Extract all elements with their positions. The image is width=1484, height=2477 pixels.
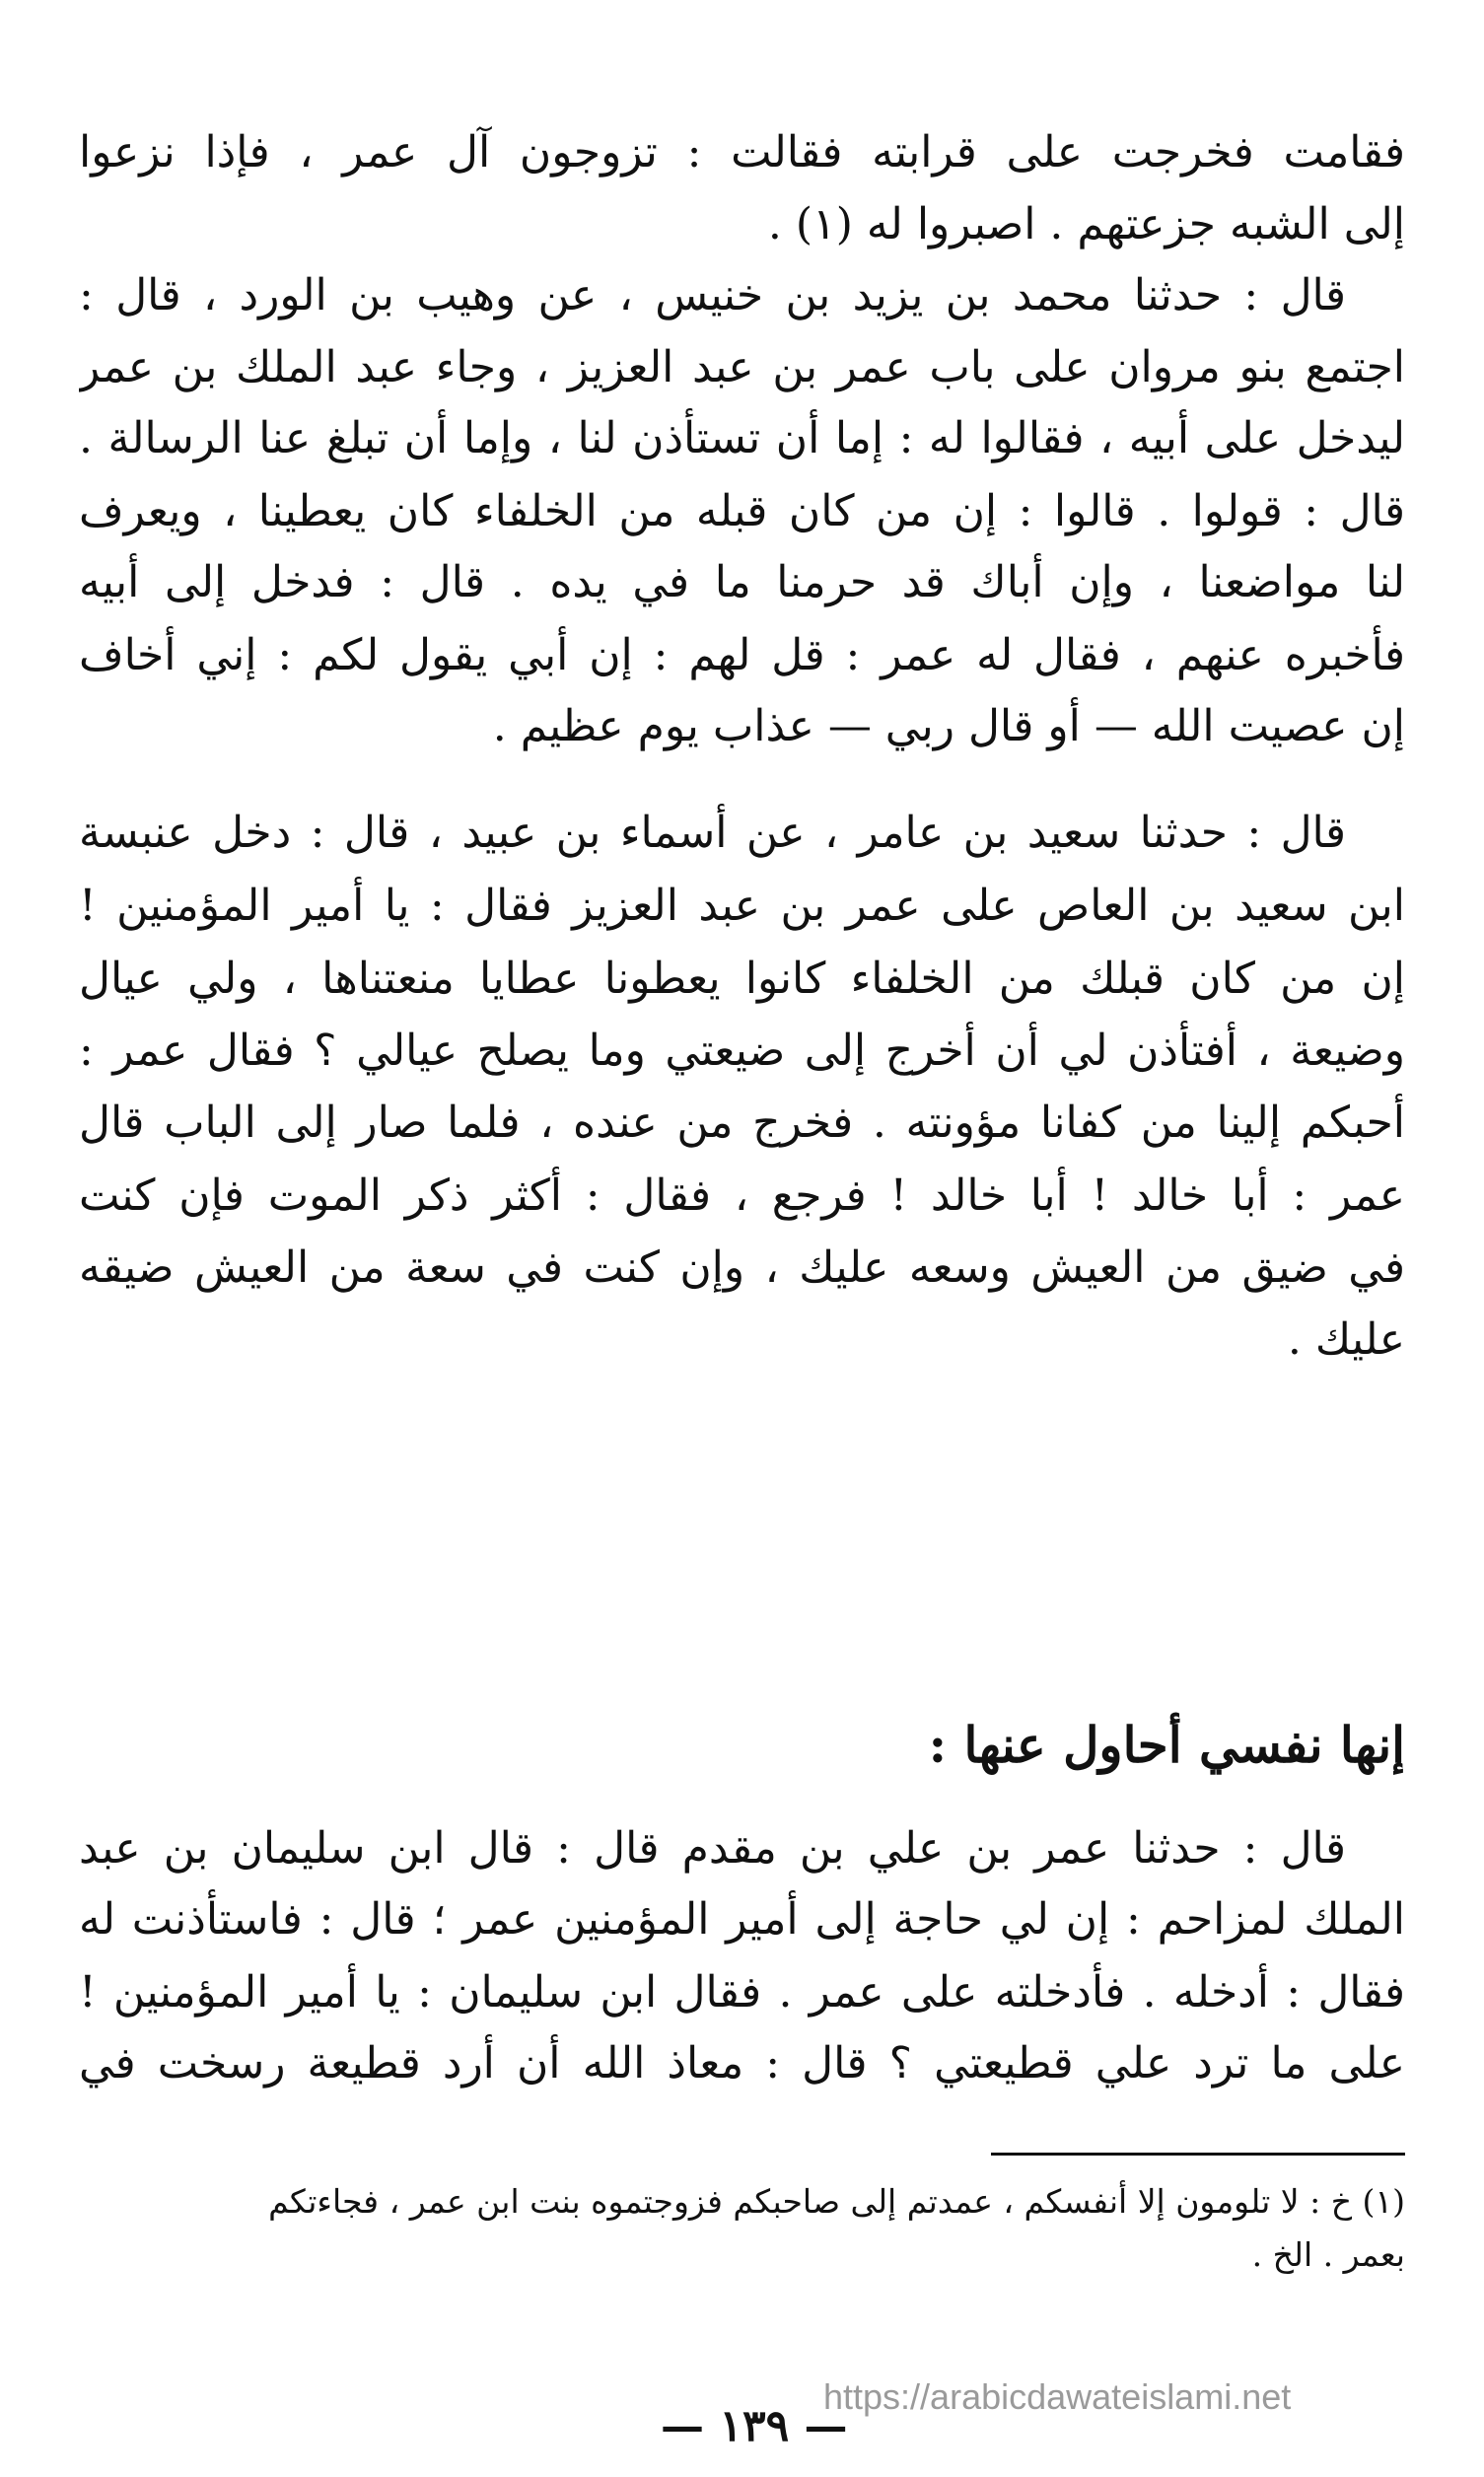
text-line: قال : حدثنا سعيد بن عامر ، عن أسماء بن عبيد ، قال : دخل عنبسة	[79, 808, 1346, 858]
footnote-divider	[991, 2153, 1405, 2156]
text-line: ابن سعيد بن العاص على عمر بن عبد العزيز فقال : يا أمير المؤمنين !	[79, 881, 1405, 931]
text-line: قال : قولوا . قالوا : إن من كان قبله من الخلفاء كان يعطينا ، ويعرف	[79, 486, 1405, 536]
text-line: فأخبره عنهم ، فقال له عمر : قل لهم : إن أبي يقول لكم : إني أخاف	[79, 630, 1405, 680]
page-number: — ١٣٩ —	[661, 2401, 848, 2451]
text-line: ليدخل على أبيه ، فقالوا له : إما أن تستأذن لنا ، وإما أن تبلغ عنا الرسالة .	[79, 413, 1405, 463]
text-line: اجتمع بنو مروان على باب عمر بن عبد العزيز ، وجاء عبد الملك بن عمر	[79, 342, 1405, 392]
footnote-line: (١) خ : لا تلومون إلا أنفسكم ، عمدتم إلى صاحبكم فزوجتموه بنت ابن عمر ، فجاءتكم	[268, 2182, 1405, 2221]
text-line: الملك لمزاحم : إن لي حاجة إلى أمير المؤمنين عمر ؛ قال : فاستأذنت له	[79, 1894, 1405, 1945]
text-line: قال : حدثنا عمر بن علي بن مقدم قال : قال ابن سليمان بن عبد	[79, 1823, 1346, 1874]
text-line: إلى الشبه جزعتهم . اصبروا له (١) .	[767, 199, 1405, 249]
text-line: لنا مواضعنا ، وإن أباك قد حرمنا ما في يده . قال : فدخل إلى أبيه	[79, 557, 1405, 607]
section-heading: إنها نفسي أحاول عنها :	[928, 1716, 1405, 1774]
text-line: أحبكم إلينا من كفانا مؤونته . فخرج من عنده ، فلما صار إلى الباب قال	[79, 1097, 1405, 1148]
footnote-line: بعمر . الخ .	[1251, 2235, 1405, 2274]
text-line: على ما ترد علي قطيعتي ؟ قال : معاذ الله أن أرد قطيعة رسخت في	[79, 2038, 1405, 2088]
text-line: فقال : أدخله . فأدخلته على عمر . فقال ابن سليمان : يا أمير المؤمنين !	[79, 1967, 1405, 2017]
text-line: وضيعة ، أفتأذن لي أن أخرج إلى ضيعتي وما يصلح عيالي ؟ فقال عمر :	[79, 1026, 1405, 1076]
text-line: قال : حدثنا محمد بن يزيد بن خنيس ، عن وهيب بن الورد ، قال :	[79, 270, 1346, 320]
text-line: عليك .	[1287, 1314, 1405, 1365]
text-line: إن من كان قبلك من الخلفاء كانوا يعطونا عطايا منعتناها ، ولي عيال	[79, 954, 1405, 1004]
text-line: إن عصيت الله — أو قال ربي — عذاب يوم عظيم .	[492, 701, 1405, 751]
text-line: فقامت فخرجت على قرابته فقالت : تزوجون آل عمر ، فإذا نزعوا	[79, 127, 1405, 177]
text-line: عمر : أبا خالد ! أبا خالد ! فرجع ، فقال : أكثر ذكر الموت فإن كنت	[79, 1170, 1405, 1221]
text-line: في ضيق من العيش وسعه عليك ، وإن كنت في سعة من العيش ضيقه	[79, 1242, 1405, 1293]
watermark-url: https://arabicdawateislami.net	[823, 2376, 1292, 2417]
